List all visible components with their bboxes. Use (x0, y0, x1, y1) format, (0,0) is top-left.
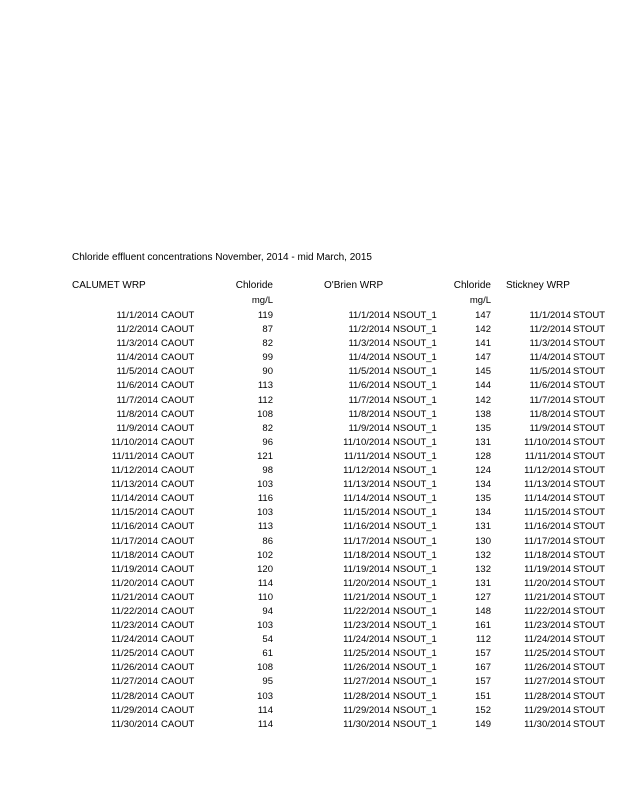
calumet-location-cell: CAOUT (161, 479, 195, 491)
stickney-location-cell: STOUT (573, 690, 606, 702)
calumet-chloride-cell: 113 (257, 521, 273, 533)
stickney-date-cell: 11/19/2014 (524, 563, 571, 575)
stickney-location-cell: STOUT (573, 634, 606, 646)
calumet-date-cell: 11/28/2014 (111, 690, 158, 702)
calumet-chloride-cell: 95 (262, 676, 273, 688)
calumet-location-cell: CAOUT (161, 577, 195, 589)
obrien-date-cell: 11/25/2014 (343, 648, 390, 660)
obrien-location-cell: NSOUT_1 (393, 577, 437, 589)
calumet-chloride-cell: 110 (257, 591, 273, 603)
obrien-date-cell: 11/14/2014 (343, 493, 390, 505)
table-row (0, 577, 618, 591)
obrien-date-cell: 11/8/2014 (348, 408, 390, 420)
obrien-chloride-cell: 130 (475, 535, 491, 547)
obrien-date-cell: 11/9/2014 (348, 422, 390, 434)
stickney-location-cell: STOUT (573, 521, 606, 533)
stickney-date-cell: 11/3/2014 (529, 338, 571, 350)
stickney-date-cell: 11/28/2014 (524, 690, 571, 702)
obrien-chloride-cell: 128 (475, 450, 491, 462)
obrien-date-cell: 11/7/2014 (348, 394, 390, 406)
stickney-date-cell: 11/8/2014 (529, 408, 571, 420)
obrien-date-cell: 11/26/2014 (343, 662, 390, 674)
calumet-chloride-cell: 114 (257, 577, 273, 589)
stickney-location-cell: STOUT (573, 310, 606, 321)
obrien-date-cell: 11/15/2014 (343, 507, 390, 519)
stickney-location-cell: STOUT (573, 549, 606, 561)
obrien-chloride-cell: 124 (475, 465, 491, 477)
calumet-chloride-cell: 103 (257, 620, 273, 632)
table-row (0, 422, 618, 436)
calumet-location-cell: CAOUT (161, 704, 195, 716)
table-row (0, 450, 618, 464)
stickney-location-cell: STOUT (573, 493, 606, 505)
calumet-date-cell: 11/17/2014 (111, 535, 158, 547)
obrien-location-cell: NSOUT_1 (393, 521, 437, 533)
stickney-date-cell: 11/21/2014 (524, 591, 571, 603)
stickney-location-cell: STOUT (573, 465, 606, 477)
calumet-location-cell: CAOUT (161, 620, 195, 632)
obrien-chloride-cell: 112 (475, 634, 491, 646)
obrien-chloride-cell: 145 (475, 366, 491, 378)
table-row (0, 464, 618, 478)
stickney-location-cell: STOUT (573, 450, 606, 462)
header-stickney: Stickney WRP (506, 280, 570, 291)
stickney-date-cell: 11/16/2014 (524, 521, 571, 533)
stickney-location-cell: STOUT (573, 338, 606, 350)
calumet-location-cell: CAOUT (161, 310, 195, 321)
obrien-date-cell: 11/30/2014 (343, 718, 390, 730)
obrien-chloride-cell: 157 (475, 648, 491, 660)
obrien-location-cell: NSOUT_1 (393, 535, 437, 547)
calumet-location-cell: CAOUT (161, 605, 195, 617)
calumet-date-cell: 11/3/2014 (116, 338, 158, 350)
obrien-chloride-cell: 138 (475, 408, 491, 420)
stickney-date-cell: 11/20/2014 (524, 577, 571, 589)
obrien-location-cell: NSOUT_1 (393, 352, 437, 364)
stickney-location-cell: STOUT (573, 436, 606, 448)
obrien-chloride-cell: 167 (475, 662, 491, 674)
header-chloride-calumet: Chloride (235, 280, 273, 291)
table-row (0, 647, 618, 661)
calumet-chloride-cell: 94 (262, 605, 273, 617)
obrien-location-cell: NSOUT_1 (393, 718, 437, 730)
obrien-chloride-cell: 148 (475, 605, 491, 617)
unit-obrien: mg/L (469, 295, 491, 306)
obrien-date-cell: 11/17/2014 (343, 535, 390, 547)
stickney-location-cell: STOUT (573, 352, 606, 364)
calumet-location-cell: CAOUT (161, 436, 195, 448)
header-chloride-obrien: Chloride (453, 280, 491, 291)
stickney-date-cell: 11/29/2014 (524, 704, 571, 716)
stickney-location-cell: STOUT (573, 704, 606, 716)
table-row (0, 379, 618, 393)
stickney-date-cell: 11/27/2014 (524, 676, 571, 688)
obrien-location-cell: NSOUT_1 (393, 493, 437, 505)
stickney-date-cell: 11/30/2014 (524, 718, 571, 730)
calumet-chloride-cell: 121 (257, 450, 273, 462)
obrien-date-cell: 11/23/2014 (343, 620, 390, 632)
obrien-location-cell: NSOUT_1 (393, 450, 437, 462)
table-row (0, 323, 618, 337)
calumet-location-cell: CAOUT (161, 352, 195, 364)
obrien-location-cell: NSOUT_1 (393, 634, 437, 646)
calumet-date-cell: 11/20/2014 (111, 577, 158, 589)
calumet-date-cell: 11/29/2014 (111, 704, 158, 716)
calumet-date-cell: 11/2/2014 (116, 324, 158, 336)
obrien-chloride-cell: 134 (475, 479, 491, 491)
table-row (0, 408, 618, 422)
table-row (0, 365, 618, 379)
stickney-date-cell: 11/24/2014 (524, 634, 571, 646)
stickney-location-cell: STOUT (573, 577, 606, 589)
obrien-location-cell: NSOUT_1 (393, 338, 437, 350)
obrien-chloride-cell: 135 (475, 493, 491, 505)
stickney-location-cell: STOUT (573, 394, 606, 406)
obrien-location-cell: NSOUT_1 (393, 394, 437, 406)
calumet-chloride-cell: 103 (257, 479, 273, 491)
obrien-location-cell: NSOUT_1 (393, 620, 437, 632)
table-row (0, 394, 618, 408)
calumet-date-cell: 11/1/2014 (116, 310, 158, 321)
table-row (0, 351, 618, 365)
stickney-location-cell: STOUT (573, 662, 606, 674)
stickney-location-cell: STOUT (573, 605, 606, 617)
calumet-chloride-cell: 82 (262, 422, 273, 434)
calumet-date-cell: 11/5/2014 (116, 366, 158, 378)
obrien-location-cell: NSOUT_1 (393, 563, 437, 575)
calumet-date-cell: 11/6/2014 (116, 380, 158, 392)
calumet-chloride-cell: 90 (262, 366, 273, 378)
obrien-date-cell: 11/22/2014 (343, 605, 390, 617)
obrien-date-cell: 11/29/2014 (343, 704, 390, 716)
calumet-location-cell: CAOUT (161, 450, 195, 462)
obrien-location-cell: NSOUT_1 (393, 676, 437, 688)
unit-calumet: mg/L (251, 295, 273, 306)
obrien-date-cell: 11/21/2014 (343, 591, 390, 603)
stickney-date-cell: 11/18/2014 (524, 549, 571, 561)
obrien-date-cell: 11/19/2014 (343, 563, 390, 575)
obrien-chloride-cell: 131 (475, 521, 491, 533)
calumet-date-cell: 11/12/2014 (111, 465, 158, 477)
obrien-date-cell: 11/13/2014 (343, 479, 390, 491)
calumet-location-cell: CAOUT (161, 591, 195, 603)
obrien-location-cell: NSOUT_1 (393, 690, 437, 702)
stickney-date-cell: 11/11/2014 (524, 450, 571, 462)
obrien-date-cell: 11/11/2014 (343, 450, 390, 462)
obrien-chloride-cell: 141 (475, 338, 491, 350)
obrien-chloride-cell: 127 (475, 591, 491, 603)
calumet-date-cell: 11/14/2014 (111, 493, 158, 505)
stickney-location-cell: STOUT (573, 620, 606, 632)
stickney-location-cell: STOUT (573, 324, 606, 336)
stickney-date-cell: 11/10/2014 (524, 436, 571, 448)
calumet-location-cell: CAOUT (161, 324, 195, 336)
stickney-date-cell: 11/7/2014 (529, 394, 571, 406)
calumet-chloride-cell: 113 (257, 380, 273, 392)
obrien-location-cell: NSOUT_1 (393, 436, 437, 448)
calumet-location-cell: CAOUT (161, 648, 195, 660)
calumet-chloride-cell: 102 (257, 549, 273, 561)
calumet-chloride-cell: 61 (262, 648, 273, 660)
obrien-date-cell: 11/27/2014 (343, 676, 390, 688)
obrien-location-cell: NSOUT_1 (393, 324, 437, 336)
table-row (0, 704, 618, 718)
stickney-location-cell: STOUT (573, 380, 606, 392)
calumet-date-cell: 11/25/2014 (111, 648, 158, 660)
table-row (0, 591, 618, 605)
obrien-location-cell: NSOUT_1 (393, 662, 437, 674)
calumet-date-cell: 11/26/2014 (111, 662, 158, 674)
calumet-location-cell: CAOUT (161, 493, 195, 505)
calumet-location-cell: CAOUT (161, 338, 195, 350)
table-row (0, 506, 618, 520)
calumet-date-cell: 11/16/2014 (111, 521, 158, 533)
obrien-chloride-cell: 142 (475, 324, 491, 336)
calumet-location-cell: CAOUT (161, 535, 195, 547)
obrien-chloride-cell: 132 (475, 549, 491, 561)
obrien-chloride-cell: 131 (475, 577, 491, 589)
table-row (0, 337, 618, 351)
obrien-date-cell: 11/1/2014 (348, 310, 390, 321)
calumet-date-cell: 11/7/2014 (116, 394, 158, 406)
calumet-date-cell: 11/9/2014 (116, 422, 158, 434)
calumet-location-cell: CAOUT (161, 507, 195, 519)
stickney-location-cell: STOUT (573, 507, 606, 519)
table-row (0, 436, 618, 450)
obrien-date-cell: 11/28/2014 (343, 690, 390, 702)
obrien-date-cell: 11/12/2014 (343, 465, 390, 477)
calumet-location-cell: CAOUT (161, 676, 195, 688)
table-row (0, 563, 618, 577)
calumet-date-cell: 11/8/2014 (116, 408, 158, 420)
stickney-date-cell: 11/15/2014 (524, 507, 571, 519)
stickney-date-cell: 11/13/2014 (524, 479, 571, 491)
calumet-chloride-cell: 87 (262, 324, 273, 336)
calumet-date-cell: 11/23/2014 (111, 620, 158, 632)
table-row (0, 492, 618, 506)
stickney-location-cell: STOUT (573, 535, 606, 547)
obrien-location-cell: NSOUT_1 (393, 366, 437, 378)
calumet-date-cell: 11/11/2014 (111, 450, 158, 462)
obrien-date-cell: 11/24/2014 (343, 634, 390, 646)
obrien-date-cell: 11/4/2014 (348, 352, 390, 364)
calumet-date-cell: 11/27/2014 (111, 676, 158, 688)
table-row (0, 661, 618, 675)
obrien-chloride-cell: 147 (475, 352, 491, 364)
obrien-chloride-cell: 135 (475, 422, 491, 434)
calumet-chloride-cell: 114 (257, 718, 273, 730)
obrien-chloride-cell: 157 (475, 676, 491, 688)
obrien-chloride-cell: 152 (475, 704, 491, 716)
obrien-location-cell: NSOUT_1 (393, 507, 437, 519)
stickney-date-cell: 11/14/2014 (524, 493, 571, 505)
stickney-date-cell: 11/12/2014 (524, 465, 571, 477)
obrien-location-cell: NSOUT_1 (393, 422, 437, 434)
calumet-location-cell: CAOUT (161, 549, 195, 561)
stickney-date-cell: 11/23/2014 (524, 620, 571, 632)
calumet-location-cell: CAOUT (161, 394, 195, 406)
calumet-location-cell: CAOUT (161, 366, 195, 378)
calumet-location-cell: CAOUT (161, 408, 195, 420)
stickney-location-cell: STOUT (573, 479, 606, 491)
table-row (0, 605, 618, 619)
table-row (0, 478, 618, 492)
calumet-date-cell: 11/15/2014 (111, 507, 158, 519)
calumet-date-cell: 11/21/2014 (111, 591, 158, 603)
obrien-date-cell: 11/18/2014 (343, 549, 390, 561)
obrien-chloride-cell: 134 (475, 507, 491, 519)
obrien-chloride-cell: 144 (475, 380, 491, 392)
table-row (0, 675, 618, 689)
stickney-location-cell: STOUT (573, 408, 606, 420)
calumet-date-cell: 11/24/2014 (111, 634, 158, 646)
obrien-date-cell: 11/20/2014 (343, 577, 390, 589)
obrien-chloride-cell: 142 (475, 394, 491, 406)
calumet-location-cell: CAOUT (161, 563, 195, 575)
stickney-date-cell: 11/4/2014 (529, 352, 571, 364)
obrien-date-cell: 11/16/2014 (343, 521, 390, 533)
calumet-chloride-cell: 103 (257, 507, 273, 519)
calumet-location-cell: CAOUT (161, 521, 195, 533)
obrien-chloride-cell: 132 (475, 563, 491, 575)
header-obrien: O'Brien WRP (324, 280, 384, 291)
calumet-chloride-cell: 98 (262, 465, 273, 477)
stickney-date-cell: 11/9/2014 (529, 422, 571, 434)
stickney-location-cell: STOUT (573, 591, 606, 603)
stickney-date-cell: 11/6/2014 (529, 380, 571, 392)
obrien-date-cell: 11/5/2014 (348, 366, 390, 378)
obrien-location-cell: NSOUT_1 (393, 591, 437, 603)
obrien-location-cell: NSOUT_1 (393, 310, 437, 321)
page-title: Chloride effluent concentrations November, 2014 - mid March, 2015 (72, 252, 372, 263)
table-row (0, 718, 618, 732)
calumet-location-cell: CAOUT (161, 380, 195, 392)
stickney-location-cell: STOUT (573, 648, 606, 660)
calumet-location-cell: CAOUT (161, 422, 195, 434)
calumet-date-cell: 11/4/2014 (116, 352, 158, 364)
stickney-location-cell: STOUT (573, 718, 606, 730)
obrien-chloride-cell: 161 (475, 620, 491, 632)
stickney-date-cell: 11/5/2014 (529, 366, 571, 378)
calumet-date-cell: 11/30/2014 (111, 718, 158, 730)
table-row (0, 309, 618, 323)
calumet-chloride-cell: 108 (257, 408, 273, 420)
calumet-chloride-cell: 96 (262, 436, 273, 448)
calumet-chloride-cell: 112 (257, 394, 273, 406)
stickney-date-cell: 11/2/2014 (529, 324, 571, 336)
obrien-location-cell: NSOUT_1 (393, 648, 437, 660)
table-row (0, 549, 618, 563)
calumet-date-cell: 11/18/2014 (111, 549, 158, 561)
obrien-location-cell: NSOUT_1 (393, 465, 437, 477)
calumet-date-cell: 11/13/2014 (111, 479, 158, 491)
calumet-date-cell: 11/22/2014 (111, 605, 158, 617)
obrien-chloride-cell: 151 (475, 690, 491, 702)
stickney-location-cell: STOUT (573, 366, 606, 378)
stickney-date-cell: 11/17/2014 (524, 535, 571, 547)
calumet-location-cell: CAOUT (161, 662, 195, 674)
obrien-location-cell: NSOUT_1 (393, 380, 437, 392)
table-row (0, 535, 618, 549)
obrien-location-cell: NSOUT_1 (393, 479, 437, 491)
obrien-date-cell: 11/10/2014 (343, 436, 390, 448)
obrien-location-cell: NSOUT_1 (393, 605, 437, 617)
calumet-location-cell: CAOUT (161, 718, 195, 730)
calumet-chloride-cell: 116 (257, 493, 273, 505)
calumet-chloride-cell: 108 (257, 662, 273, 674)
calumet-chloride-cell: 54 (262, 634, 273, 646)
obrien-date-cell: 11/2/2014 (348, 324, 390, 336)
header-calumet: CALUMET WRP (72, 280, 146, 291)
obrien-chloride-cell: 149 (475, 718, 491, 730)
calumet-location-cell: CAOUT (161, 465, 195, 477)
stickney-location-cell: STOUT (573, 676, 606, 688)
obrien-location-cell: NSOUT_1 (393, 408, 437, 420)
table-row (0, 520, 618, 534)
obrien-date-cell: 11/6/2014 (348, 380, 390, 392)
calumet-chloride-cell: 114 (257, 704, 273, 716)
stickney-date-cell: 11/22/2014 (524, 605, 571, 617)
calumet-chloride-cell: 86 (262, 535, 273, 547)
table-row (0, 619, 618, 633)
calumet-date-cell: 11/10/2014 (111, 436, 158, 448)
calumet-location-cell: CAOUT (161, 634, 195, 646)
obrien-chloride-cell: 131 (475, 436, 491, 448)
stickney-location-cell: STOUT (573, 563, 606, 575)
stickney-date-cell: 11/25/2014 (524, 648, 571, 660)
calumet-chloride-cell: 119 (257, 310, 273, 321)
calumet-chloride-cell: 99 (262, 352, 273, 364)
calumet-chloride-cell: 103 (257, 690, 273, 702)
calumet-chloride-cell: 82 (262, 338, 273, 350)
stickney-date-cell: 11/1/2014 (529, 310, 571, 321)
table-row (0, 633, 618, 647)
obrien-location-cell: NSOUT_1 (393, 704, 437, 716)
calumet-location-cell: CAOUT (161, 690, 195, 702)
obrien-location-cell: NSOUT_1 (393, 549, 437, 561)
obrien-date-cell: 11/3/2014 (348, 338, 390, 350)
stickney-date-cell: 11/26/2014 (524, 662, 571, 674)
table-row (0, 690, 618, 704)
stickney-location-cell: STOUT (573, 422, 606, 434)
obrien-chloride-cell: 147 (475, 310, 491, 321)
calumet-chloride-cell: 120 (257, 563, 273, 575)
data-table (0, 309, 618, 732)
calumet-date-cell: 11/19/2014 (111, 563, 158, 575)
